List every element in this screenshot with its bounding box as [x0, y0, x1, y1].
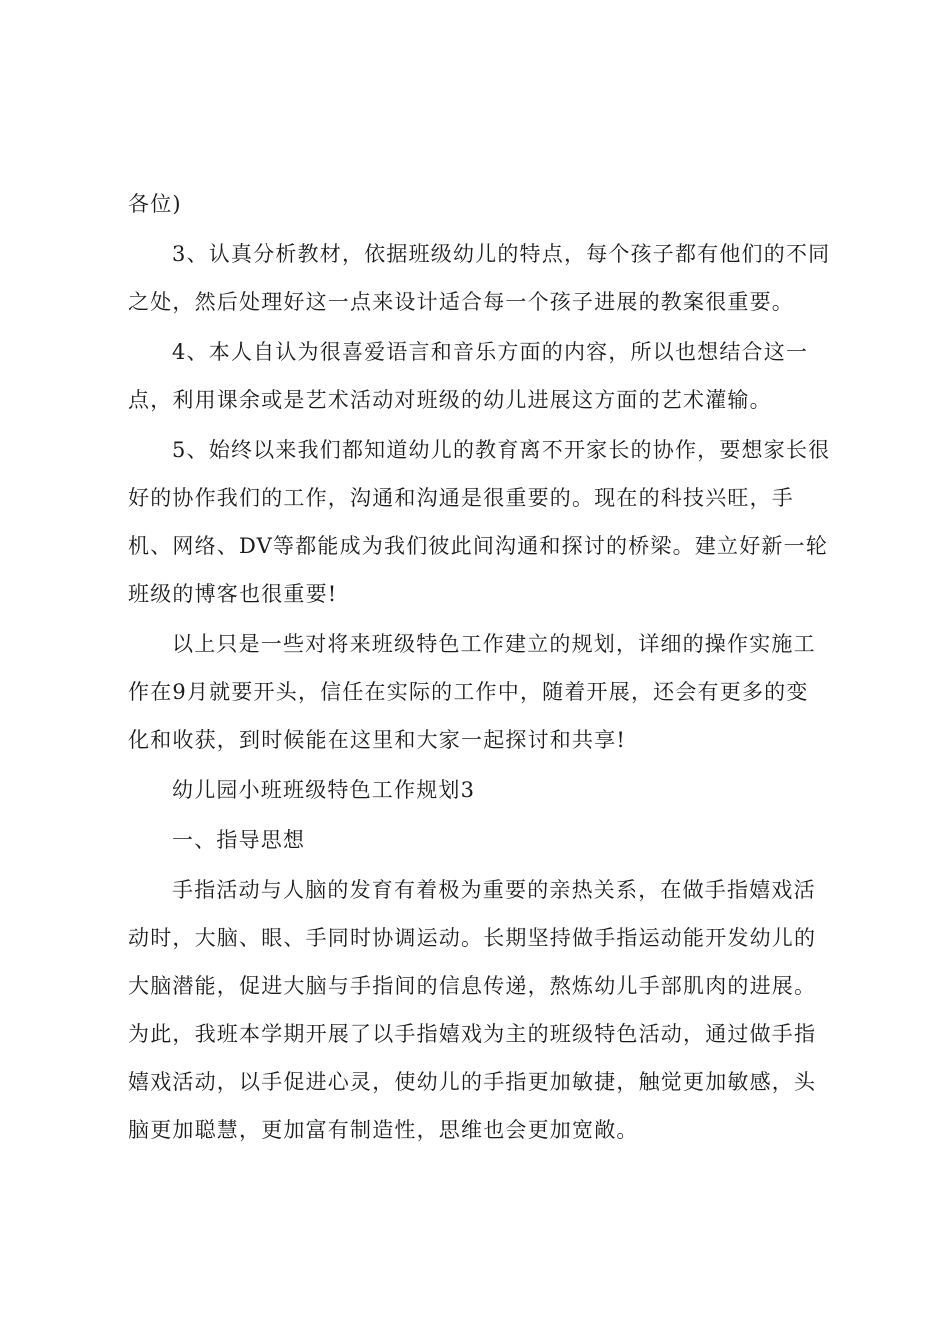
guiding-paragraph-line: 嬉戏活动，以手促进心灵，使幼儿的手指更加敏捷，触觉更加敏感，头: [128, 1070, 817, 1094]
section-title: 幼儿园小班班级特色工作规划3: [172, 778, 476, 802]
guiding-paragraph-line: 动时，大脑、眼、手同时协调运动。长期坚持做手指运动能开发幼儿的: [128, 926, 817, 950]
paragraph-4-line: 点，利用课余或是艺术活动对班级的幼儿进展这方面的艺术灌输。: [128, 388, 772, 412]
guiding-paragraph-line: 为此，我班本学期开展了以手指嬉戏为主的班级特色活动，通过做手指: [128, 1022, 817, 1046]
paragraph-5-line: 机、网络、DV等都能成为我们彼此间沟通和探讨的桥梁。建立好新一轮: [128, 534, 829, 558]
summary-paragraph-line: 作在9月就要开头，信任在实际的工作中，随着开展，还会有更多的变: [128, 680, 809, 704]
guiding-paragraph-line: 脑更加聪慧，更加富有制造性，思维也会更加宽敞。: [128, 1118, 639, 1142]
paragraph-5-line: 好的协作我们的工作，沟通和沟通是很重要的。现在的科技兴旺，手: [128, 486, 794, 510]
subsection-heading: 一、指导思想: [172, 828, 306, 852]
paragraph-3-line: 3、认真分析教材，依据班级幼儿的特点，每个孩子都有他们的不同: [172, 242, 831, 266]
paragraph-4-line: 4、本人自认为很喜爱语言和音乐方面的内容，所以也想结合这一: [172, 340, 809, 364]
document-body: [128, 180, 832, 1154]
guiding-paragraph-line: 手指活动与人脑的发育有着极为重要的亲热关系，在做手指嬉戏活: [172, 878, 816, 902]
paragraph-5-line: 班级的博客也很重要!: [128, 582, 338, 606]
summary-paragraph-line: 化和收获，到时候能在这里和大家一起探讨和共享!: [128, 728, 627, 752]
text-line: 各位): [128, 192, 182, 216]
summary-paragraph-line: 以上只是一些对将来班级特色工作建立的规划，详细的操作实施工: [172, 632, 816, 656]
paragraph-3-line: 之处，然后处理好这一点来设计适合每一个孩子进展的教案很重要。: [128, 290, 794, 314]
guiding-paragraph-line: 大脑潜能，促进大脑与手指间的信息传递，熬炼幼儿手部肌肉的进展。: [128, 974, 817, 998]
paragraph-5-line: 5、始终以来我们都知道幼儿的教育离不开家长的协作，要想家长很: [172, 438, 831, 462]
